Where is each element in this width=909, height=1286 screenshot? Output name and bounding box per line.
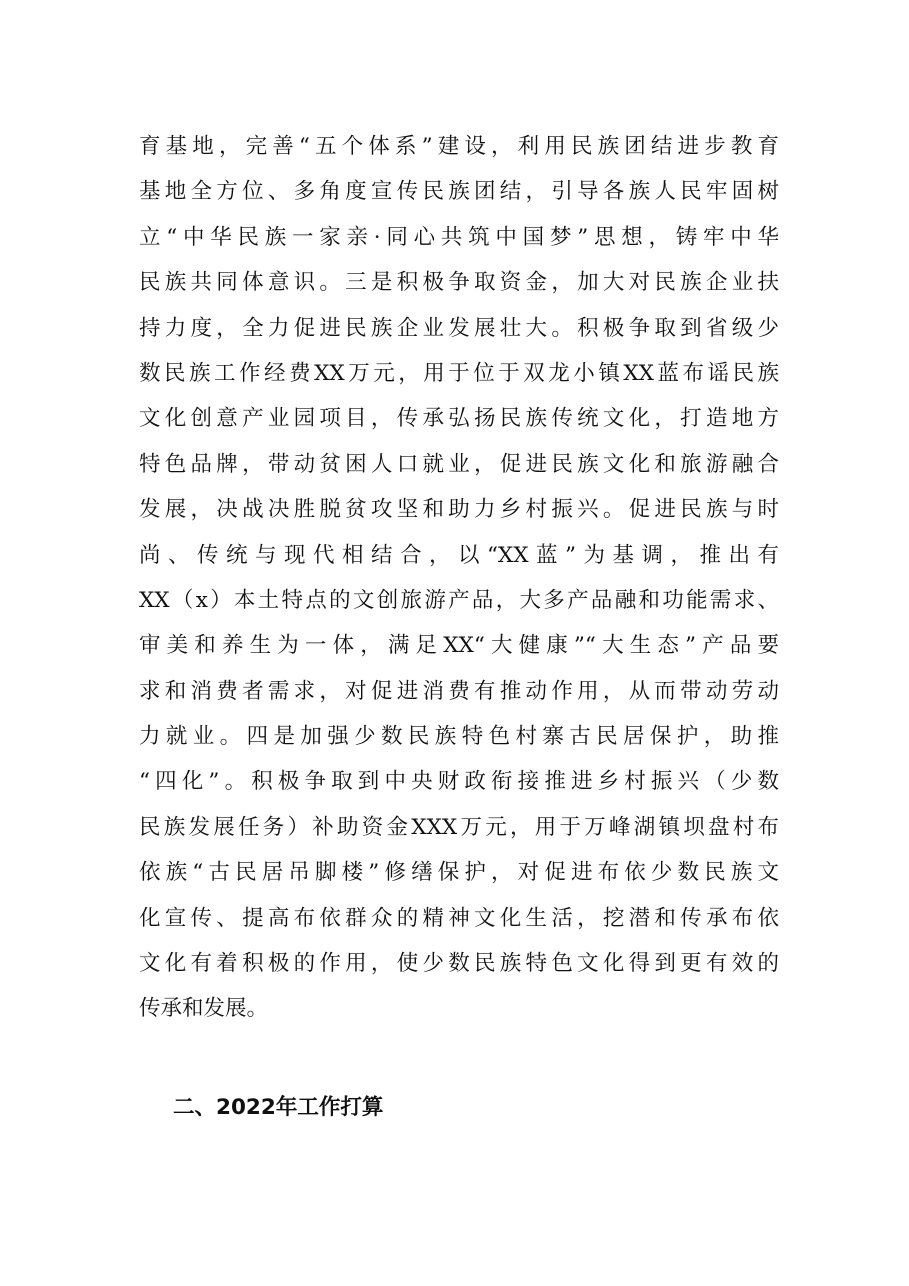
paragraph-line: 尚、传统与现代相结合，以“XX蓝”为基调，推出有 — [139, 542, 779, 568]
paragraph-line: 审美和养生为一体，满足XX“大健康”“大生态”产品要 — [139, 633, 779, 659]
paragraph-line: 依族“古民居吊脚楼”修缮保护，对促进布依少数民族文 — [139, 860, 779, 886]
paragraph-line: 数民族工作经费XX万元，用于位于双龙小镇XX蓝布谣民族 — [139, 360, 779, 386]
paragraph-line: 力就业。四是加强少数民族特色村寨古民居保护，助推 — [139, 724, 779, 750]
body-paragraph — [139, 124, 779, 1032]
paragraph-line: 化宣传、提高布依群众的精神文化生活，挖潜和传承布依 — [139, 905, 779, 931]
paragraph-line: 文化有着积极的作用，使少数民族特色文化得到更有效的 — [139, 951, 779, 977]
paragraph-line: 求和消费者需求，对促进消费有推动作用，从而带动劳动 — [139, 678, 779, 704]
paragraph-line: 育基地，完善“五个体系”建设，利用民族团结进步教育 — [139, 134, 779, 159]
paragraph-line: 民族发展任务）补助资金XXX万元，用于万峰湖镇坝盘村布 — [139, 814, 779, 840]
paragraph-line: 持力度，全力促进民族企业发展壮大。积极争取到省级少 — [139, 315, 779, 341]
paragraph-line: XX（x）本土特点的文创旅游产品，大多产品融和功能需求、 — [139, 587, 779, 613]
paragraph-line: 传承和发展。 — [139, 996, 269, 1022]
paragraph-line: 民族共同体意识。三是积极争取资金，加大对民族企业扶 — [139, 270, 779, 296]
paragraph-line: “四化”。积极争取到中央财政衔接推进乡村振兴（少数 — [139, 769, 779, 795]
paragraph-line: 特色品牌，带动贫困人口就业，促进民族文化和旅游融合 — [139, 451, 779, 477]
section-heading: 二、2022年工作打算 — [173, 1095, 384, 1120]
paragraph-line: 立“中华民族一家亲·同心共筑中国梦”思想，铸牢中华 — [139, 224, 779, 250]
paragraph-line: 发展，决战决胜脱贫攻坚和助力乡村振兴。促进民族与时 — [139, 497, 779, 523]
paragraph-line: 文化创意产业园项目，传承弘扬民族传统文化，打造地方 — [139, 406, 779, 432]
paragraph-line: 基地全方位、多角度宣传民族团结，引导各族人民牢固树 — [139, 179, 779, 205]
